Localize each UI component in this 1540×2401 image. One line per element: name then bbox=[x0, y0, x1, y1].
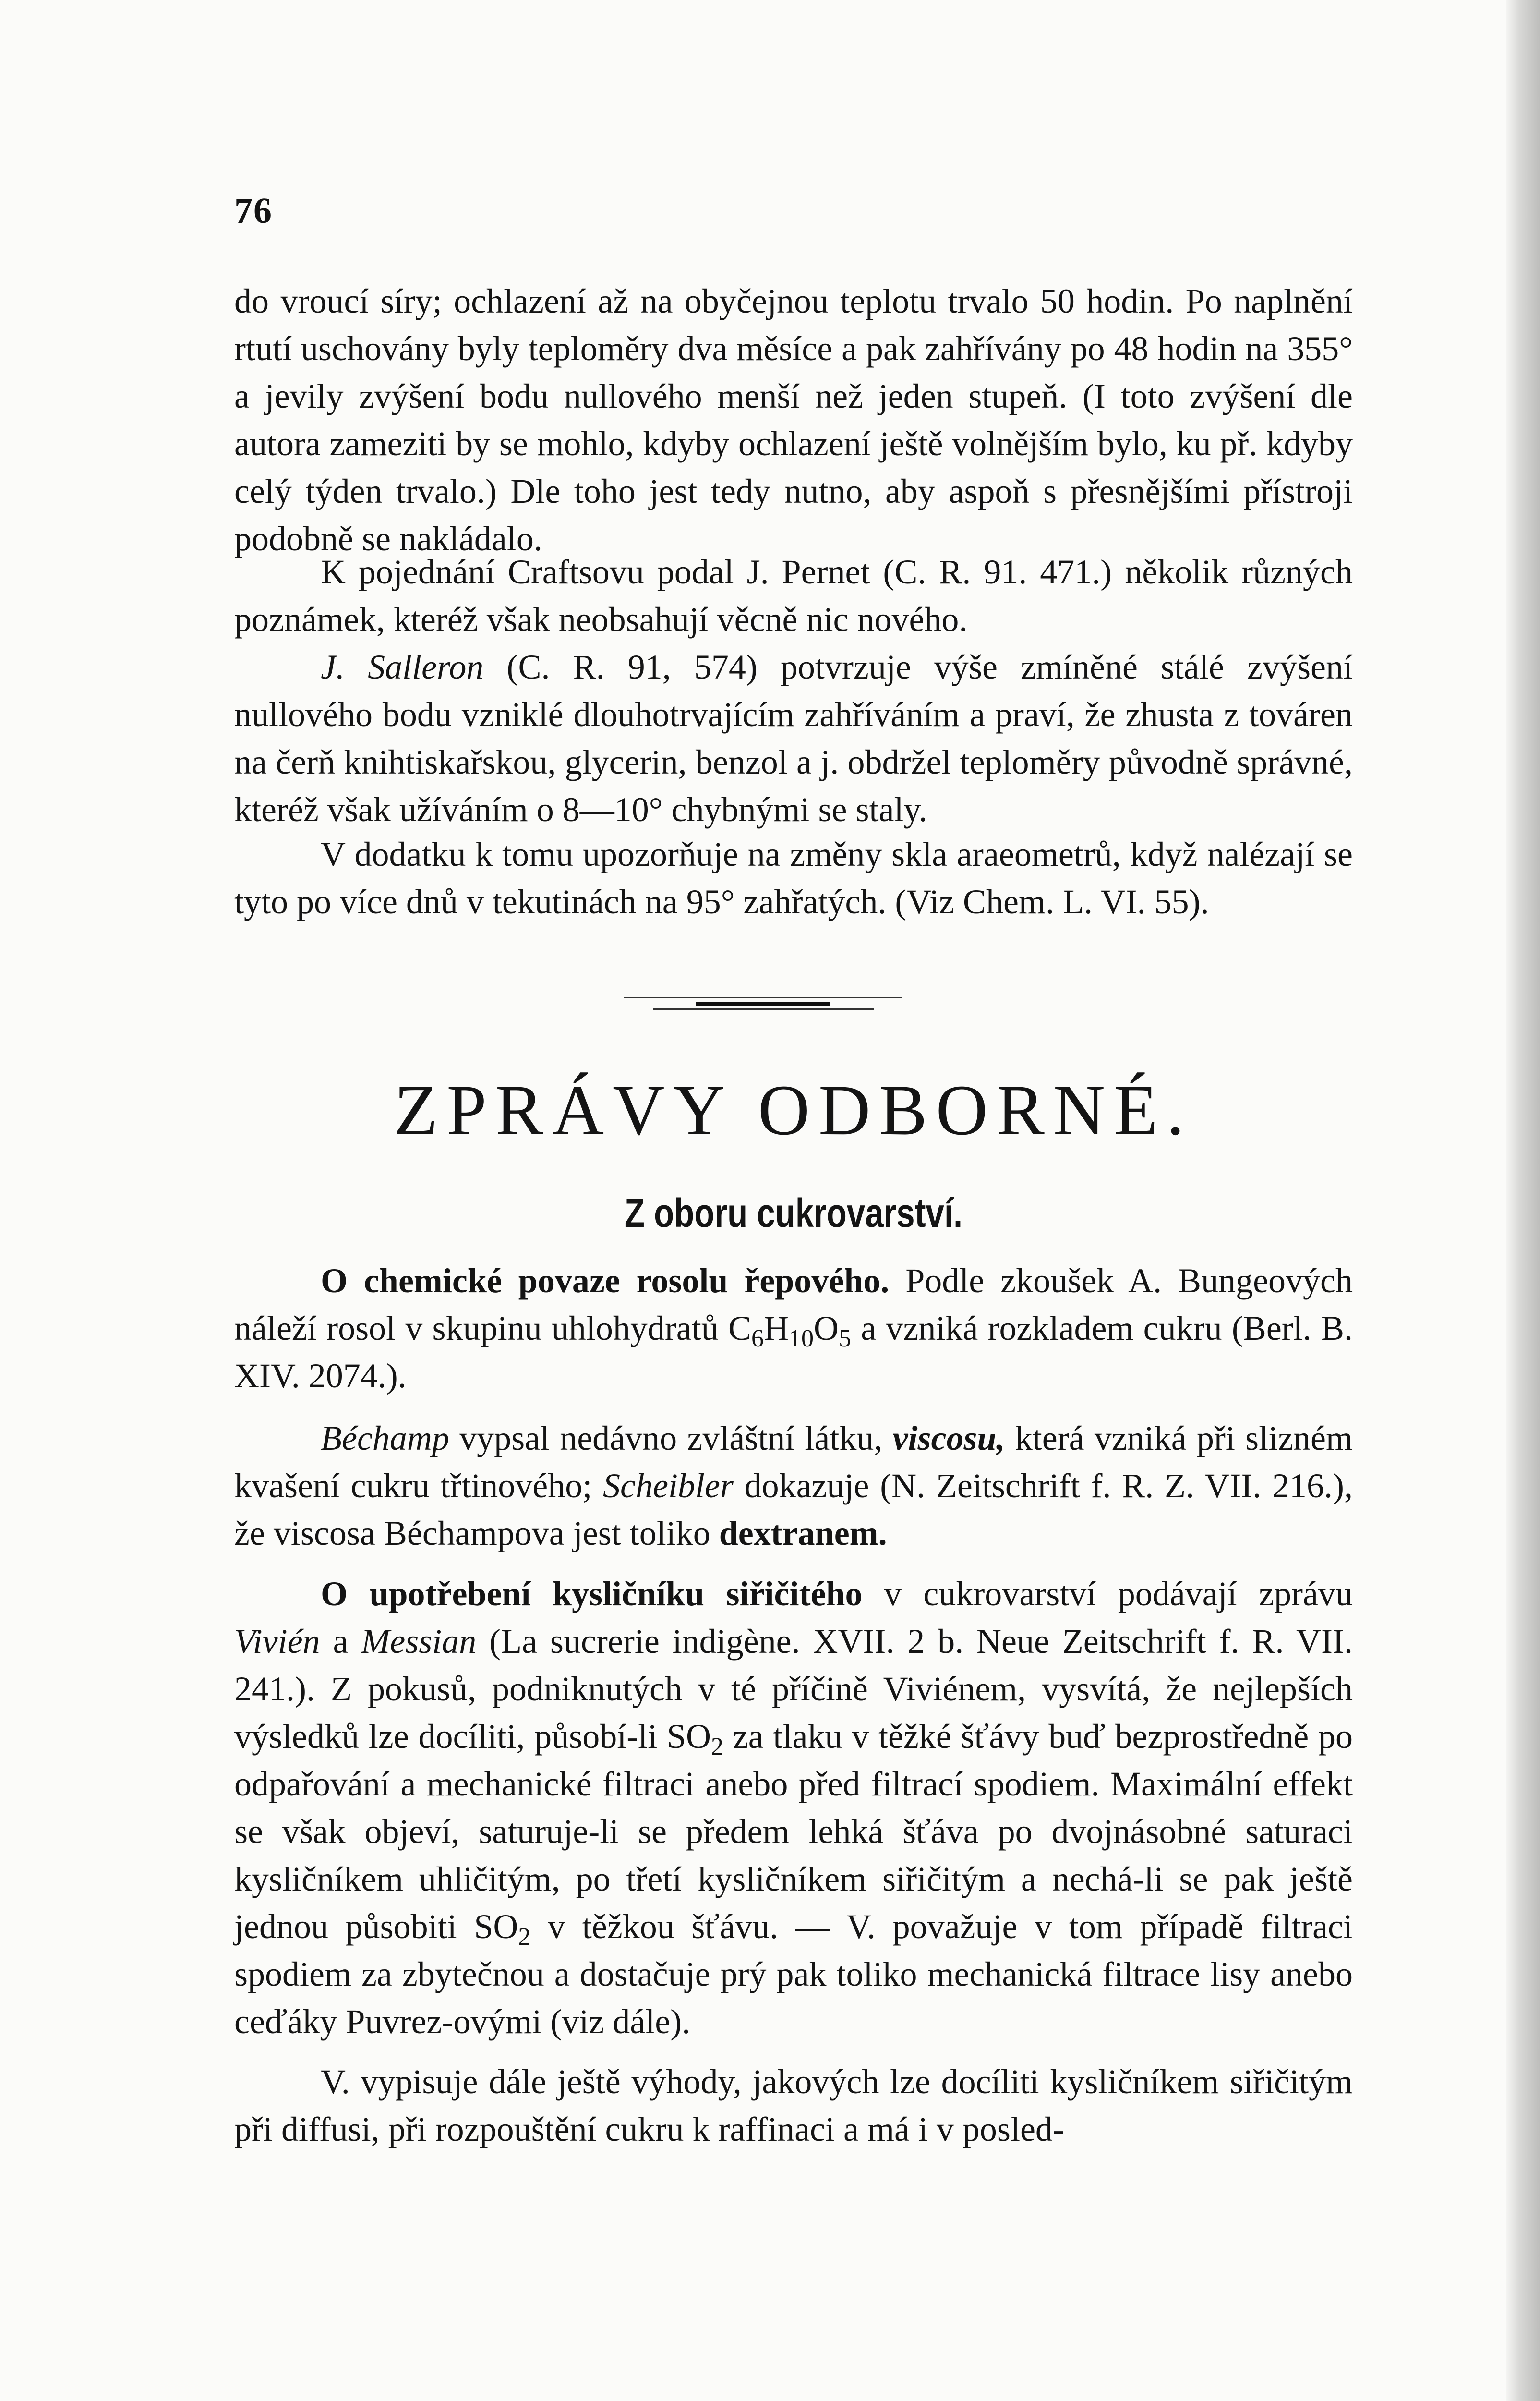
subscript: 10 bbox=[789, 1325, 814, 1352]
subsection-heading: Z oboru cukrovarství. bbox=[624, 1190, 963, 1236]
paragraph-text: O bbox=[814, 1309, 839, 1347]
section-heading: ZPRÁVY ODBORNÉ. bbox=[394, 1070, 1193, 1150]
subscript: 2 bbox=[711, 1733, 723, 1760]
page-number: 76 bbox=[234, 191, 273, 231]
article-paragraph bbox=[234, 1415, 1353, 1557]
author-name: Scheibler bbox=[602, 1467, 734, 1505]
paragraph-text: Podle zkoušek A. Bungeových náleží rosol v skupinu uhlohydratů C bbox=[234, 1261, 1353, 1347]
subscript: 6 bbox=[751, 1325, 764, 1352]
article-paragraph bbox=[234, 1570, 1353, 2046]
term: viscosu, bbox=[892, 1419, 1005, 1457]
paragraph: K pojednání Craftsovu podal J. Pernet (C. R. 91. 471.) několik různých poznámek, kteréž však neobsahují věcně nic nového. bbox=[234, 553, 1353, 639]
paragraph bbox=[234, 643, 1353, 834]
article-heading: O chemické povaze rosolu řepového. bbox=[321, 1261, 890, 1300]
paragraph-text: a bbox=[320, 1622, 361, 1661]
author-name: Messian bbox=[361, 1622, 477, 1661]
paragraph-text: vypsal nedávno zvláštní látku, bbox=[449, 1419, 893, 1457]
paragraph-text: v cukrovarství podávají zprávu bbox=[862, 1575, 1353, 1613]
subscript: 5 bbox=[839, 1325, 852, 1352]
author-name: Béchamp bbox=[321, 1419, 449, 1457]
paragraph-text: za tlaku v těžké šťávy buď bezprostředně po odpařování a mechanické filtraci anebo před filtrací spodiem. Maximální effekt se však objeví, saturuje-li se předem lehká šťáva po dvojnásobné saturaci kysličníkem uhličitým, po třetí kysličníkem siřičitým a nechá-li se pak ještě jednou působiti SO bbox=[234, 1717, 1353, 1946]
subscript: 2 bbox=[518, 1923, 531, 1951]
author-name: Vivién bbox=[234, 1622, 320, 1661]
paragraph-text: (C. R. 91, 574) potvrzuje výše zmíněné stálé zvýšení nullového bodu vzniklé dlouhotrvajícím zahříváním a praví, že zhusta z továren na čerň knihtiskařskou, glycerin, benzol a j. obdržel teploměry původně správné, kteréž však užíváním o 8—10° chybnými se staly. bbox=[234, 648, 1353, 829]
author-name: J. Salleron bbox=[321, 648, 484, 686]
paragraph-text: v těžkou šťávu. — V. považuje v tom případě filtraci spodiem za zbytečnou a dostačuje prý pak toliko mechanická filtrace lisy anebo ceďáky Puvrez-ovými (viz dále). bbox=[234, 1907, 1353, 2041]
paragraph-text: která vzniká při slizném kvašení cukru třtinového; bbox=[234, 1419, 1353, 1505]
paragraph: V. vypisuje dále ještě výhody, jakových lze docíliti kysličníkem siřičitým při diffusi, při rozpouštění cukru k raffinaci a má i v posled- bbox=[234, 2062, 1353, 2148]
paragraph: V dodatku k tomu upozorňuje na změny skla araeometrů, když nalézají se tyto po více dnů v tekutinách na 95° zahřatých. (Viz Chem. L. VI. 55). bbox=[234, 835, 1353, 921]
paragraph-text: dokazuje (N. Zeitschrift f. R. Z. VII. 216.), že viscosa Béchampova jest toliko bbox=[234, 1467, 1353, 1552]
section-divider bbox=[624, 994, 902, 1013]
term: dextranem. bbox=[719, 1514, 887, 1552]
paragraph-text: H bbox=[764, 1309, 789, 1347]
article-heading: O upotřebení kysličníku siřičitého bbox=[321, 1575, 863, 1613]
paragraph: do vroucí síry; ochlazení až na obyčejnou teplotu trvalo 50 hodin. Po naplnění rtutí uschovány byly teploměry dva měsíce a pak zahřívány po 48 hodin na 355° a jevily zvýšení bodu nullového menší než jeden stupeň. (I toto zvýšení dle autora zameziti by se mohlo, kdyby ochlazení ještě volnějším bylo, ku př. kdyby celý týden trvalo.) Dle toho jest tedy nutno, aby aspoň s přesnějšími přístroji podobně se nakládalo. bbox=[234, 282, 1353, 558]
page-edge-shadow bbox=[1506, 0, 1540, 2401]
paragraph-text: (La sucrerie indigène. XVII. 2 b. Neue Zeitschrift f. R. VII. 241.). Z pokusů, podniknutých v té příčině Viviénem, vysvítá, že nejlepších výsledků lze docíliti, působí-li SO bbox=[234, 1622, 1353, 1756]
article-paragraph bbox=[234, 1257, 1353, 1400]
paragraph-text: a vzniká rozkladem cukru (Berl. B. XIV. 2074.). bbox=[234, 1309, 1353, 1395]
